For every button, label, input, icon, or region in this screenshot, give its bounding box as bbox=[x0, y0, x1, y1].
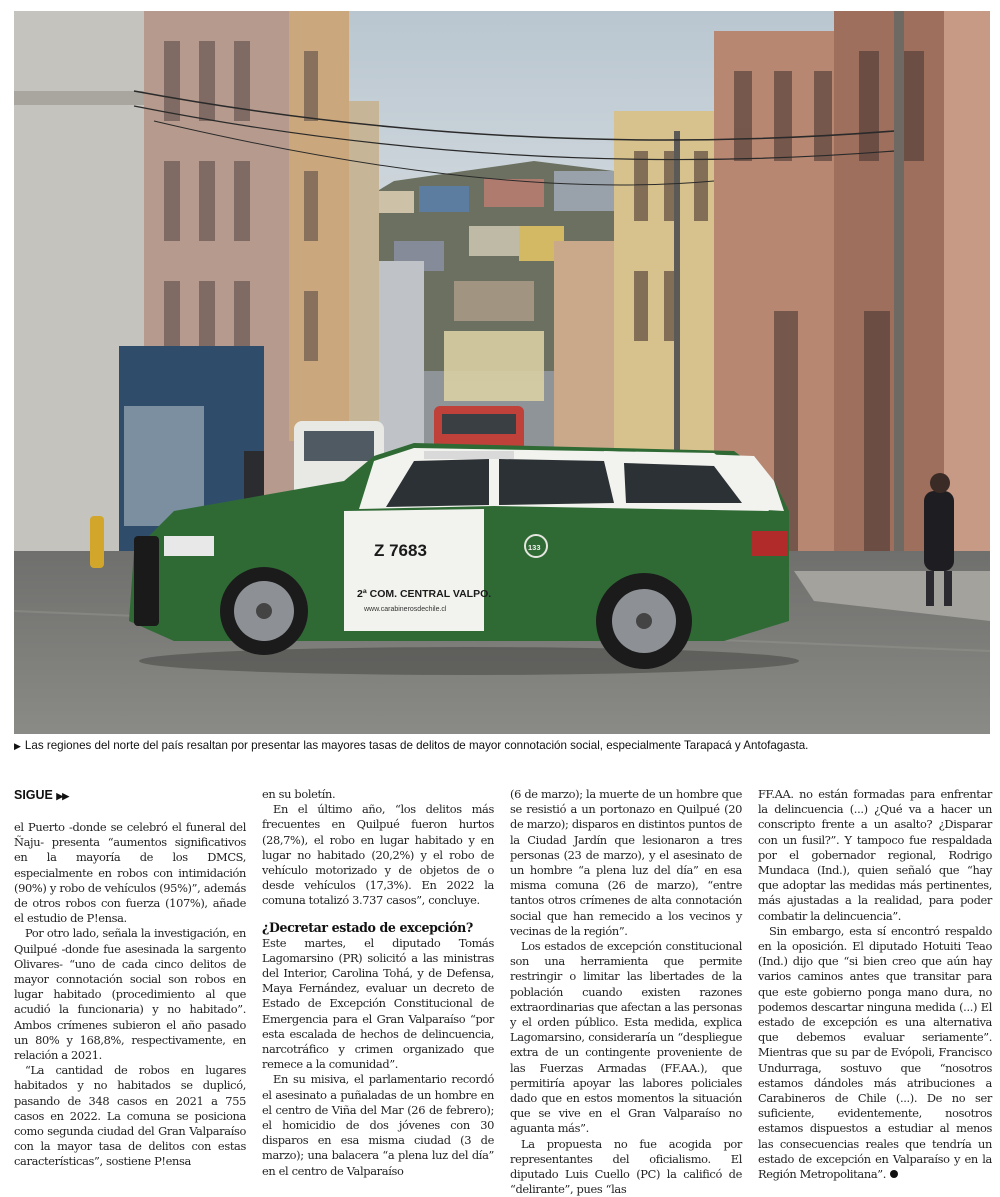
article-column-4 bbox=[758, 787, 992, 1182]
caption-text: Las regiones del norte del país resaltan por presentar las mayores tasas de delitos de mayor connotación social, especialmente Tarapacá y Antofagasta. bbox=[24, 739, 809, 752]
car-plate-text: Z 7683 bbox=[374, 541, 427, 560]
car-url-text: www.carabinerosdechile.cl bbox=[364, 606, 447, 613]
article-column-2 bbox=[262, 787, 494, 1179]
paragraph: Este martes, el diputado Tomás Lagomarsino (PR) solicitó a las ministras del Interior, Carolina Tohá, y de Defensa, Maya Fernández, evaluar un decreto de Estado de Excepción Constitucional de Emergencia para el Gran Valparaíso “por esta escalada de hechos de delincuencia, narcotráfico y crimen organizado que remece a la comunidad”. bbox=[262, 935, 494, 1072]
paragraph: Por otro lado, señala la investigación, en Quilpué -donde fue asesinada la sargento Olivares- “uno de cada cinco delitos de mayor connotación social son robos en lugar habitado (procedimiento al que acudió la funcionaria) y no habitado”. Ambos crímenes subieron el año pasado un 80% y 168,8%, respectivamente, en relación a 2021. bbox=[14, 926, 246, 1063]
paragraph: “La cantidad de robos en lugares habitados y no habitados se duplicó, pasando de 348 casos en 2021 a 755 casos en 2022. La comuna se posiciona como segunda ciudad del Gran Valparaíso con la mayor tasa de delitos con estas características”, sostiene P!ensa bbox=[14, 1063, 246, 1169]
continue-label: SIGUE ▶▶ bbox=[14, 788, 69, 802]
caption-triangle-icon: ▶ bbox=[14, 741, 21, 751]
paragraph: en su boletín. bbox=[262, 787, 336, 801]
paragraph: En el último año, “los delitos más frecuentes en Quilpué fueron hurtos (28,7%), el robo en lugar habitado y en lugar no habitado (20,2%) y el robo de vehículo motorizado y de objetos de o desde vehículos (17,3%). En 2022 la comuna totalizó 3.737 casos”, concluye. bbox=[262, 802, 494, 908]
article-column-1 bbox=[14, 787, 246, 1170]
car-unit-text: 2ª COM. CENTRAL VALPO. bbox=[357, 588, 492, 600]
police-car-street-photo bbox=[14, 11, 990, 734]
paragraph: FF.AA. no están formadas para enfrentar la delincuencia (...) ¿Qué va a hacer un conscripto frente a un asalto? ¿Disparar con un fusil?”. Y tampoco fue respaldada por el gobernador regional, Rodrigo Mundaca (Ind.), quien señaló que “hay que adoptar las medidas más pertinentes, más ajustadas a la realidad, para poder combatir la delincuencia”. bbox=[758, 787, 992, 923]
paragraph: el Puerto -donde se celebró el funeral del Ñaju- presenta “aumentos significativos en la mayoría de los DMCS, especialmente en robos con intimidación (90%) y robo de vehículos (95%)”, además de otros robos con fuerza (107%), añade el estudio de P!ensa. bbox=[14, 820, 246, 926]
paragraph-last bbox=[758, 924, 992, 1182]
paragraph-text: Sin embargo, esta sí encontró respaldo en la oposición. El diputado Hotuiti Teao (Ind.) dijo que “si bien creo que aún hay varios caminos antes que transitar para que este gobierno ponga mano dura, no podemos descartar ninguna medida (...) El estado de excepción es una alternativa que debemos evaluar seriamente”. Mientras que su par de Evópoli, Francisco Undurraga, sostuvo que “nosotros estamos dándoles más atribuciones a Carabineros de Chile (...). De no ser suficiente, evidentemente, nosotros estamos dispuestos a estudiar al menos las consecuencias reales que tendría un estado de excepción en Valparaíso y en la Región Metropolitana”. bbox=[758, 923, 992, 1182]
article-subhead: ¿Decretar estado de excepción? bbox=[262, 919, 473, 935]
car-number-badge: 133 bbox=[528, 543, 541, 552]
end-of-article-icon bbox=[890, 1170, 898, 1178]
paragraph: Los estados de excepción constitucional son una herramienta que permite restringir o limitar las libertades de la población cuando existen razones extraordinarias que afectan a las personas y el orden público. Esta medida, explica Lagomarsino, consideraría un “despliegue extra de un contingente proveniente de las Fuerzas Armadas (FF.AA.), que permitiría apoyar las labores policiales dado que en estos momentos la situación que se vive en el Gran Valparaíso no aguanta más”. bbox=[510, 939, 742, 1136]
photo-caption bbox=[14, 738, 990, 754]
paragraph: La propuesta no fue acogida por representantes del oficialismo. El diputado Luis Cuello (PC) la calificó de “delirante”, pues “las bbox=[510, 1136, 742, 1197]
paragraph: (6 de marzo); la muerte de un hombre que se resistió a un portonazo en Quilpué (20 de marzo); disparos en distintos puntos de la Ciudad Jardín que lesionaron a tres personas (23 de marzo), y el asesinato de un hombre “a plena luz del día” en esa misma comuna (26 de marzo), “entre tantos otros crímenes de alta connotación social que han remecido a los vecinos y vecinas de la región”. bbox=[510, 787, 742, 938]
double-triangle-icon: ▶▶ bbox=[56, 791, 69, 801]
article-column-3 bbox=[510, 787, 742, 1197]
news-photo bbox=[14, 11, 990, 734]
paragraph: En su misiva, el parlamentario recordó el asesinato a puñaladas de un hombre en el centro de Viña del Mar (26 de febrero); el homicidio de dos jóvenes con 30 disparos en esa misma ciudad (3 de marzo); una balacera “a plena luz del día” en el centro de Valparaíso bbox=[262, 1072, 494, 1178]
